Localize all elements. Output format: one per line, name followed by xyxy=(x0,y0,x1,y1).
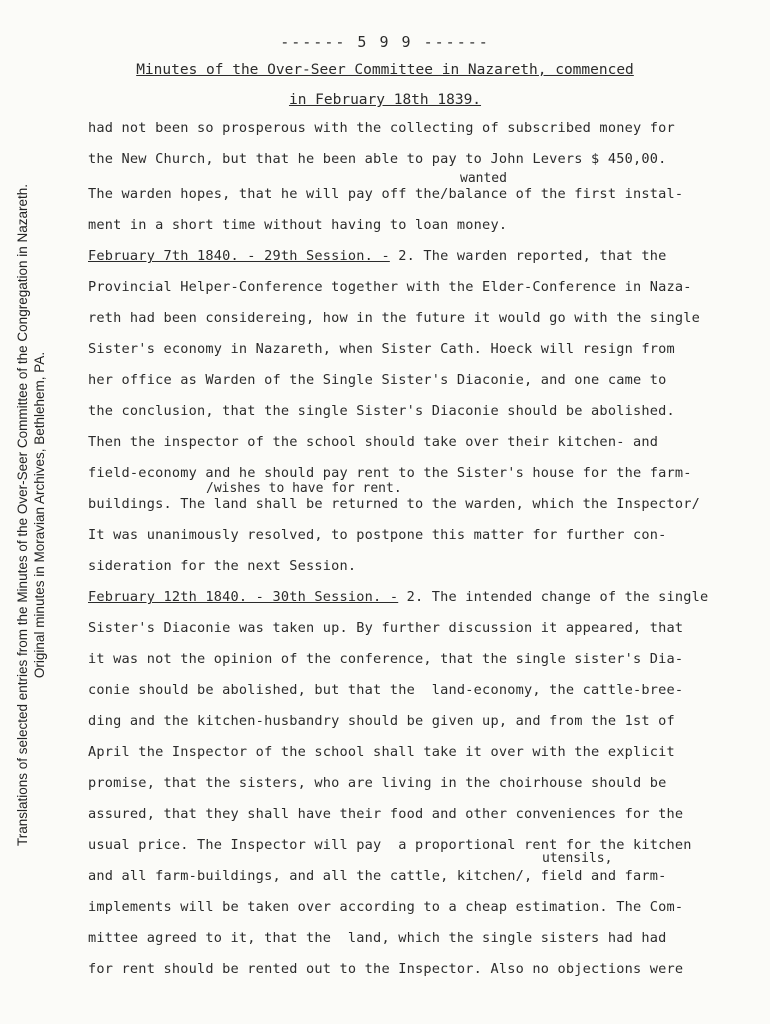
text-line: conie should be abolished, but that the land-economy, the cattle-bree- xyxy=(88,682,684,698)
text-line: her office as Warden of the Single Sister's Diaconie, and one came to xyxy=(88,372,667,388)
side-caption-line-2: Original minutes in Moravian Archives, Bethlehem, PA. xyxy=(32,351,47,679)
text-line: the conclusion, that the single Sister's Diaconie should be abolished. xyxy=(88,403,675,419)
interlinear-insertion: wanted xyxy=(460,171,507,186)
interlinear-insertion: /wishes to have for rent. xyxy=(206,481,402,496)
text-line: usual price. The Inspector will pay a proportional rent for the kitchen xyxy=(88,837,692,853)
text-line: it was not the opinion of the conference, that the single sister's Dia- xyxy=(88,651,684,667)
text-line: buildings. The land shall be returned to the warden, which the Inspector/ xyxy=(88,496,701,512)
text-line: promise, that the sisters, who are living in the choirhouse should be xyxy=(88,775,667,791)
text-line: and all farm-buildings, and all the cattle, kitchen/, field and farm- xyxy=(88,868,667,884)
title-line-2: in February 18th 1839. xyxy=(288,92,482,108)
text-line: Sister's economy in Nazareth, when Sister Cath. Hoeck will resign from xyxy=(88,341,675,357)
text-line: assured, that they shall have their food and other conveniences for the xyxy=(88,806,684,822)
text-line: had not been so prosperous with the collecting of subscribed money for xyxy=(88,120,675,136)
text-line: the New Church, but that he been able to pay to John Levers $ 450,00. xyxy=(88,151,667,167)
title-line-1: Minutes of the Over-Seer Committee in Nazareth, commenced xyxy=(136,62,634,78)
text-line: implements will be taken over according to a cheap estimation. The Com- xyxy=(88,899,684,915)
text-line: mittee agreed to it, that the land, which the single sisters had had xyxy=(88,930,667,946)
text-line: ding and the kitchen-husbandry should be given up, and from the 1st of xyxy=(88,713,675,729)
text-line: It was unanimously resolved, to postpone this matter for further con- xyxy=(88,527,667,543)
text-line: Provincial Helper-Conference together with the Elder-Conference in Naza- xyxy=(88,279,692,295)
text-line: reth had been considereing, how in the future it would go with the single xyxy=(88,310,701,326)
text-line: sideration for the next Session. xyxy=(88,558,357,574)
session-heading: February 7th 1840. - 29th Session. - xyxy=(88,248,390,264)
text-line: February 12th 1840. - 30th Session. - 2. The intended change of the single xyxy=(88,589,709,605)
text-line: Sister's Diaconie was taken up. By further discussion it appeared, that xyxy=(88,620,684,636)
text-line: for rent should be rented out to the Inspector. Also no objections were xyxy=(88,961,684,977)
session-heading: February 12th 1840. - 30th Session. - xyxy=(88,589,399,605)
text-line: April the Inspector of the school shall take it over with the explicit xyxy=(88,744,675,760)
page-number: ------ 5 9 9 ------ xyxy=(280,33,490,51)
text-line: ment in a short time without having to loan money. xyxy=(88,217,508,233)
text-line: The warden hopes, that he will pay off the/balance of the first instal- xyxy=(88,186,684,202)
text-line: Then the inspector of the school should take over their kitchen- and xyxy=(88,434,659,450)
side-caption-line-1: Translations of selected entries from the Minutes of the Over-Seer Committee of the Congregation in Nazareth. xyxy=(15,183,30,847)
text-line: field-economy and he should pay rent to the Sister's house for the farm- xyxy=(88,465,692,481)
interlinear-insertion: utensils, xyxy=(542,851,613,866)
text-line: February 7th 1840. - 29th Session. - 2. The warden reported, that the xyxy=(88,248,667,264)
side-caption xyxy=(14,160,58,870)
